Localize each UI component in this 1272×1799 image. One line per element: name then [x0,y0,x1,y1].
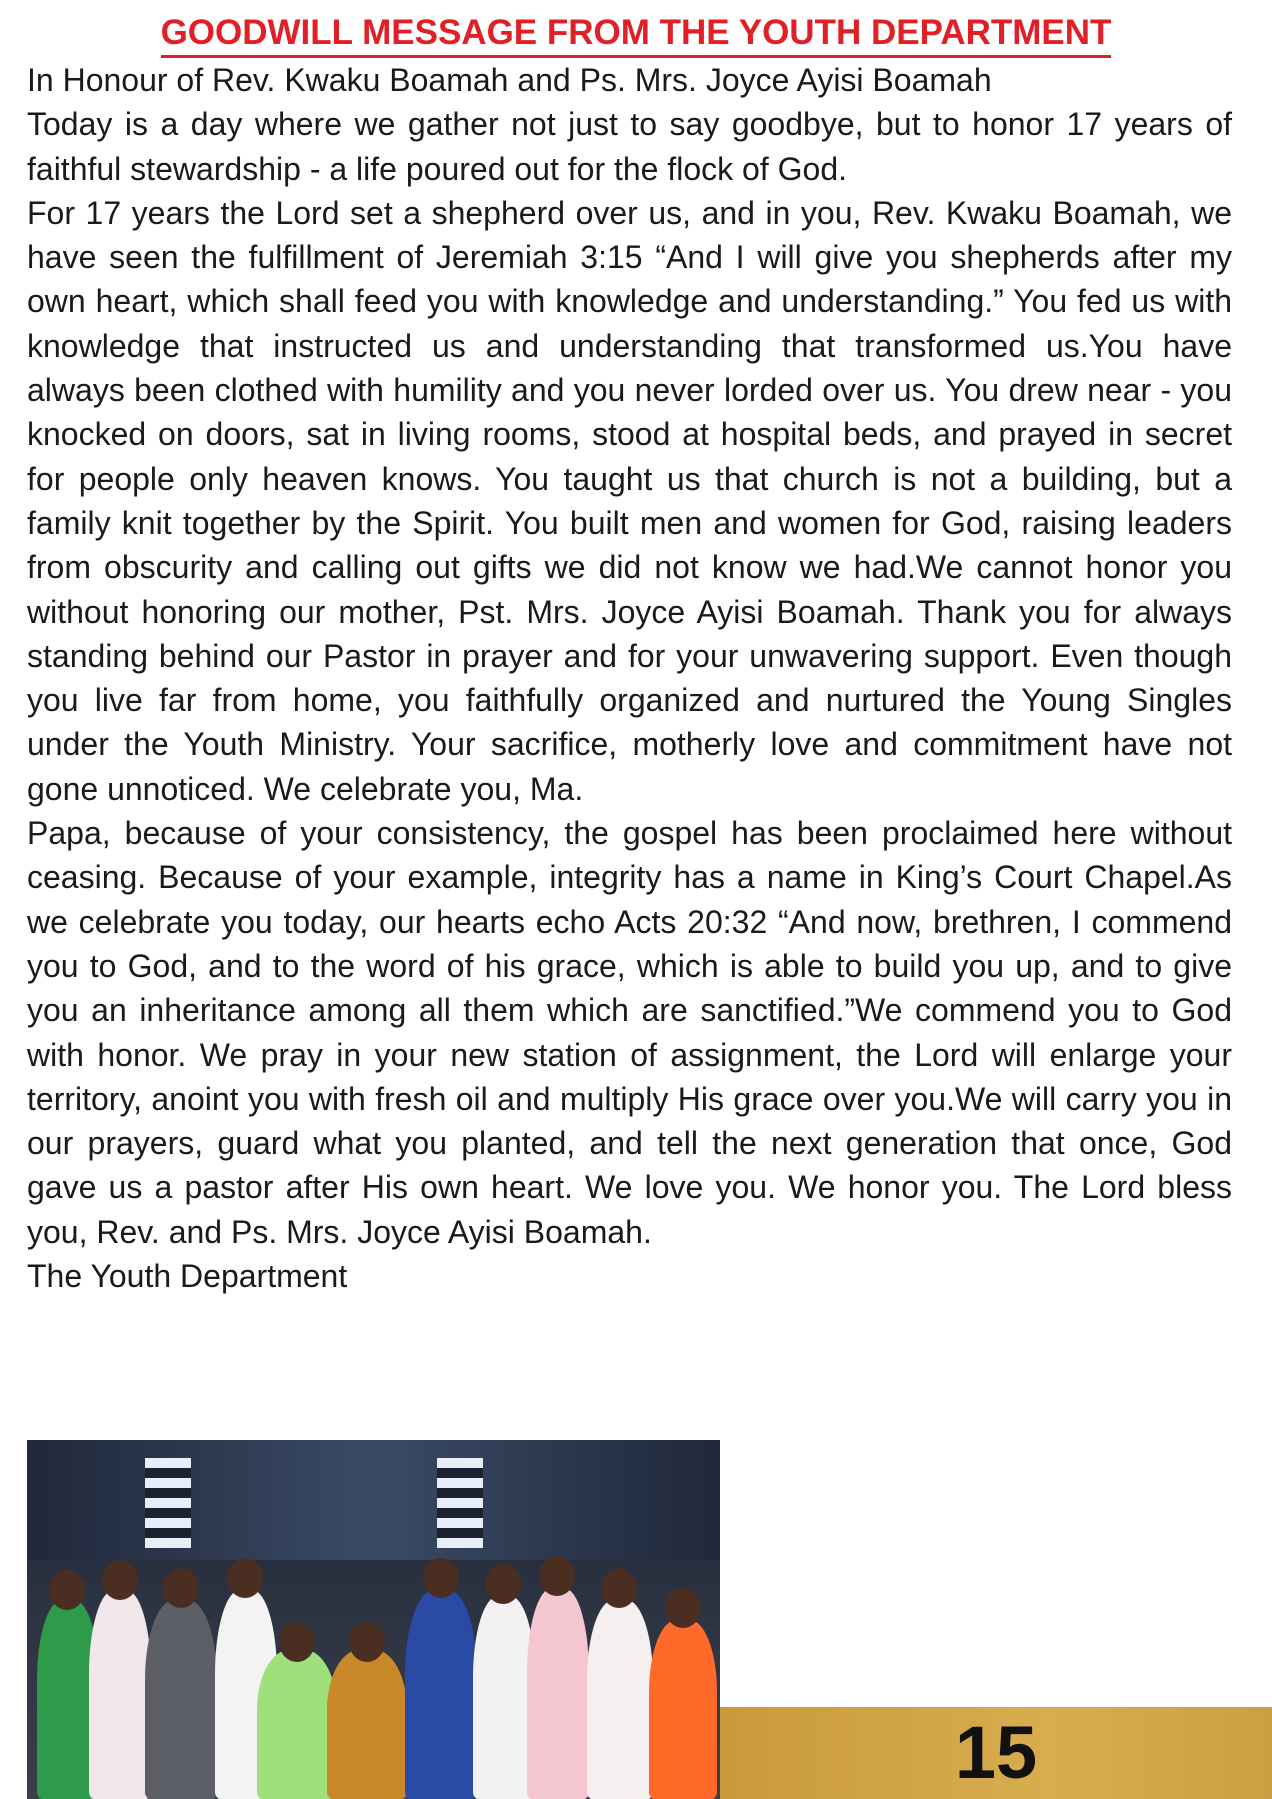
dedication-line: In Honour of Rev. Kwaku Boamah and Ps. Mrs. Joyce Ayisi Boamah [27,62,992,98]
person [327,1650,407,1799]
crowd [27,1530,720,1799]
paragraph-tribute: For 17 years the Lord set a shepherd over us, and in you, Rev. Kwaku Boamah, we have seen the fulfillment of Jeremiah 3:15 “And I will give you shepherds after my own heart, which shall feed you with knowledge and understanding.” You fed us with knowledge that instructed us and understanding that transformed us.You have always been clothed with humility and you never lorded over us. You drew near - you knocked on doors, sat in living rooms, stood at hospital beds, and prayed in secret for people only heaven knows. You taught us that church is not a building, but a family knit together by the Spirit. You built men and women for God, raising leaders from obscurity and calling out gifts we did not know we had.We cannot honor you without honoring our mother, Pst. Mrs. Joyce Ayisi Boamah. Thank you for always standing behind our Pastor in prayer and for your unwavering support. Even though you live far from home, you faithfully organized and nurtured the Young Singles under the Youth Ministry. Your sacrifice, motherly love and commitment have not gone unnoticed. We celebrate you, Ma. [27,194,1232,807]
paragraph-intro: Today is a day where we gather not just to say goodbye, but to honor 17 years of faithful stewardship - a life poured out for the flock of God. [27,106,1232,187]
person [587,1600,653,1799]
group-photo [27,1440,720,1799]
person [257,1650,337,1799]
person [89,1590,151,1799]
paragraph-commendation: Papa, because of your consistency, the gospel has been proclaimed here without ceasing. Because of your example, integrity has a name in King’s Court Chapel.As we celebrate you today, our hearts echo Acts 20:32 “And now, brethren, I commend you to God, and to the word of his grace, which is able to build you up, and to give you an inheritance among all them which are sanctified.”We commend you to God with honor. We pray in your new station of assignment, the Lord will enlarge your territory, anoint you with fresh oil and multiply His grace over you.We will carry you in our prayers, guard what you planted, and tell the next generation that once, God gave us a pastor after His own heart. We love you. We honor you. The Lord bless you, Rev. and Ps. Mrs. Joyce Ayisi Boamah. [27,815,1232,1250]
person-head [49,1570,85,1610]
page-number: 15 [954,1711,1038,1794]
person [473,1596,535,1799]
person-head [485,1564,521,1604]
signature-line: The Youth Department [27,1258,348,1295]
person-head [163,1568,199,1608]
person [405,1590,477,1799]
person-head [423,1558,459,1598]
person-head [539,1556,575,1596]
person-head [601,1568,637,1608]
person-head [102,1560,138,1600]
person [649,1620,717,1799]
person [145,1600,217,1799]
person-head [349,1622,385,1662]
page-title [0,12,1272,58]
page-title-text: GOODWILL MESSAGE FROM THE YOUTH DEPARTMENT [161,12,1112,58]
message-body [27,58,1232,1298]
person-head [279,1622,315,1662]
person-head [227,1558,263,1598]
person-head [665,1588,701,1628]
person [527,1588,589,1799]
